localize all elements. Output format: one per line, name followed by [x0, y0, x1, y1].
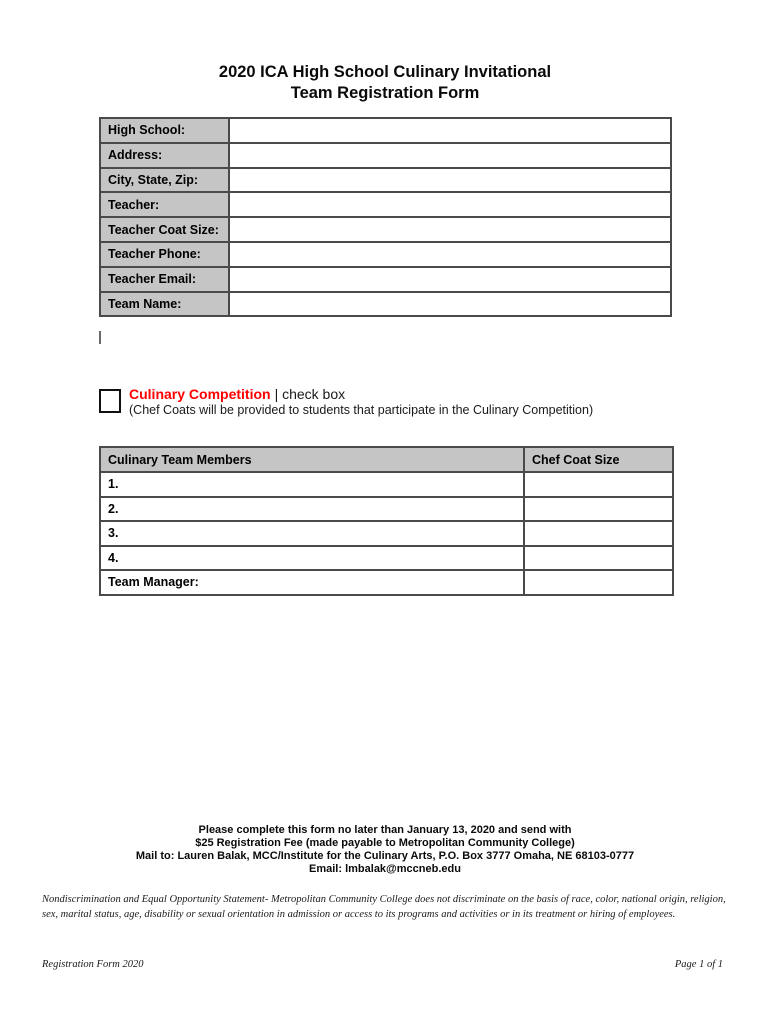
table-row	[100, 292, 671, 317]
table-row	[100, 570, 673, 595]
field-label-high-school: High School:	[100, 118, 229, 143]
form-title-line2: Team Registration Form	[290, 84, 480, 102]
team-manager-coat-size-input[interactable]	[524, 570, 673, 595]
footer-page-number: Page 1 of 1	[674, 959, 723, 970]
field-input-address[interactable]	[229, 143, 671, 168]
nondiscrimination-statement: Nondiscrimination and Equal Opportunity Statement- Metropolitan Community College does not discriminate on the basis of race, color, national origin, religion, sex, marital status, age, disability or sexual orientation in admission or access to its programs and activities or in its treatment or hiring of employees.	[42, 894, 726, 920]
table-row	[100, 242, 671, 267]
check-box-hint: | check box	[274, 386, 346, 402]
member-1-label: 1.	[100, 472, 524, 497]
member-3-label: 3.	[100, 521, 524, 546]
footer-document-name: Registration Form 2020	[42, 959, 144, 970]
table-row	[100, 118, 671, 143]
team-members-table	[99, 446, 674, 596]
field-label-team-name: Team Name:	[100, 292, 229, 317]
field-input-teacher[interactable]	[229, 192, 671, 217]
school-info-table	[99, 117, 672, 317]
table-row	[100, 472, 673, 497]
culinary-competition-section	[99, 386, 593, 418]
field-label-teacher-email: Teacher Email:	[100, 267, 229, 292]
table-row	[100, 168, 671, 193]
member-2-coat-size-input[interactable]	[524, 497, 673, 522]
table-row	[100, 497, 673, 522]
submission-instructions	[0, 824, 770, 876]
member-1-coat-size-input[interactable]	[524, 472, 673, 497]
table-row	[100, 521, 673, 546]
member-4-label: 4.	[100, 546, 524, 571]
column-header-chef-coat-size: Chef Coat Size	[524, 447, 673, 472]
field-input-teacher-phone[interactable]	[229, 242, 671, 267]
table-row	[100, 217, 671, 242]
field-label-address: Address:	[100, 143, 229, 168]
culinary-competition-label	[129, 386, 593, 403]
field-label-teacher-phone: Teacher Phone:	[100, 242, 229, 267]
member-4-coat-size-input[interactable]	[524, 546, 673, 571]
table-header-row	[100, 447, 673, 472]
instructions-line-1: Please complete this form no later than January 13, 2020 and send with	[198, 824, 572, 836]
field-label-teacher: Teacher:	[100, 192, 229, 217]
culinary-competition-checkbox[interactable]	[99, 389, 121, 413]
team-manager-label: Team Manager:	[100, 570, 524, 595]
field-label-teacher-coat-size: Teacher Coat Size:	[100, 217, 229, 242]
form-title-line1: 2020 ICA High School Culinary Invitational	[218, 63, 552, 81]
table-row	[100, 267, 671, 292]
member-3-coat-size-input[interactable]	[524, 521, 673, 546]
instructions-line-3: Mail to: Lauren Balak, MCC/Institute for the Culinary Arts, P.O. Box 3777 Omaha, NE 68103-0777	[135, 850, 635, 862]
field-input-teacher-coat-size[interactable]	[229, 217, 671, 242]
table-border-fragment	[99, 331, 101, 344]
field-input-city-state-zip[interactable]	[229, 168, 671, 193]
instructions-line-2: $25 Registration Fee (made payable to Metropolitan Community College)	[195, 837, 575, 849]
chef-coats-note: (Chef Coats will be provided to students that participate in the Culinary Competition)	[129, 403, 594, 417]
field-input-team-name[interactable]	[229, 292, 671, 317]
culinary-competition-title: Culinary Competition	[129, 386, 271, 402]
instructions-line-4: Email: lmbalak@mccneb.edu	[309, 863, 461, 875]
field-input-teacher-email[interactable]	[229, 267, 671, 292]
table-row	[100, 192, 671, 217]
member-2-label: 2.	[100, 497, 524, 522]
culinary-competition-text	[129, 386, 593, 418]
table-row	[100, 546, 673, 571]
column-header-team-members: Culinary Team Members	[100, 447, 524, 472]
field-input-high-school[interactable]	[229, 118, 671, 143]
form-title	[0, 62, 770, 104]
field-label-city-state-zip: City, State, Zip:	[100, 168, 229, 193]
table-row	[100, 143, 671, 168]
